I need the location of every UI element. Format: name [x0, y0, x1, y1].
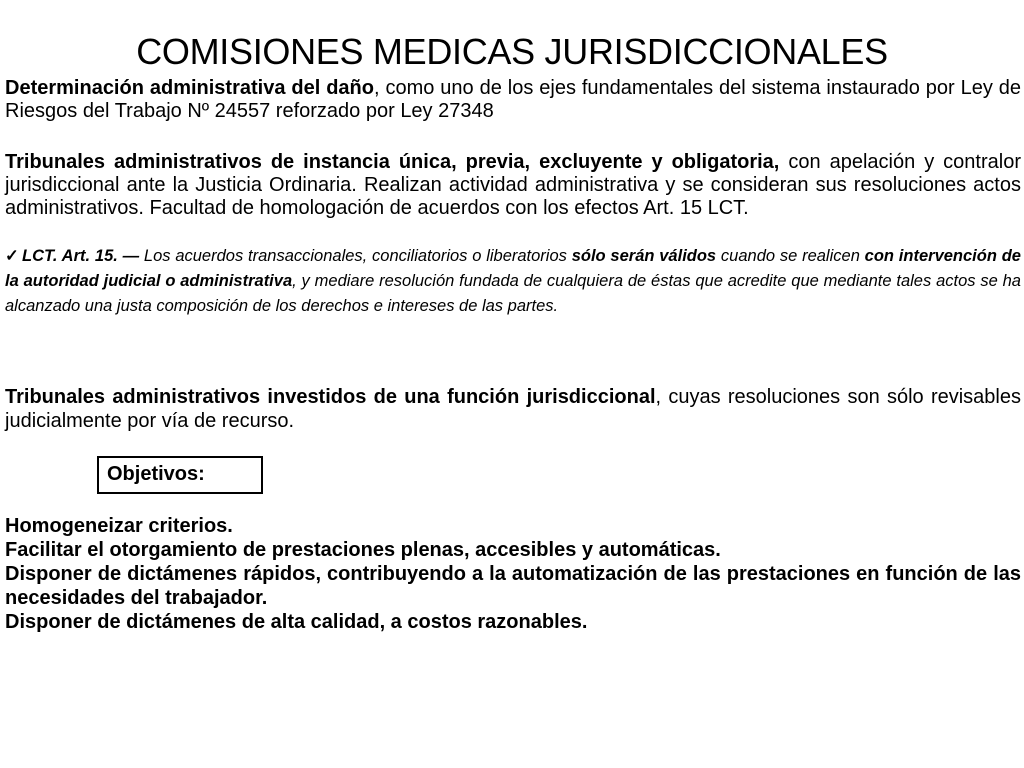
objective-item-facilitar: Facilitar el otorgamiento de prestaciones plenas, accesibles y automáticas.: [5, 539, 721, 561]
paragraph-tribunales-instancia: [5, 151, 1021, 220]
objective-item-homogeneizar: Homogeneizar criterios.: [5, 515, 233, 537]
paragraph-determinacion-bold: Determinación administrativa del daño: [5, 77, 374, 99]
quote-lct-art15: [5, 244, 1021, 319]
paragraph-tribunales-instancia-text: con apelación y contralor jurisdiccional ante la Justicia Ordinaria. Realizan actividad administrativa y se consideran sus resoluciones actos administrativos. Facultad de homologación de acuerdos con los efectos Art. 15 LCT.: [5, 151, 1021, 219]
check-mark-icon: ✓: [5, 247, 20, 265]
paragraph-tribunales-funcion-bold: Tribunales administrativos investidos de una función jurisdiccional: [5, 386, 656, 408]
quote-bold-1: sólo serán válidos: [571, 247, 717, 265]
paragraph-determinacion-text: , como uno de los ejes fundamentales del sistema instaurado por Ley de Riesgos del Trabajo Nº 24557 reforzado por Ley 27348: [5, 77, 1022, 122]
objective-item-dictamenes-calidad: Disponer de dictámenes de alta calidad, a costos razonables.: [5, 611, 588, 633]
quote-text-3: , y mediare resolución fundada de cualquiera de éstas que acredite que mediante tales actos se ha alcanzado una justa composición de los derechos e intereses de las partes.: [5, 272, 1021, 315]
quote-bold-2: con intervención de la autoridad judicial o administrativa: [5, 247, 1021, 290]
paragraph-tribunales-funcion-text: , cuyas resoluciones son sólo revisables judicialmente por vía de recurso.: [5, 386, 1021, 432]
paragraph-determinacion: [5, 77, 1021, 123]
slide-title: COMISIONES MEDICAS JURISDICCIONALES: [136, 31, 888, 72]
objective-item-dictamenes-rapidos: Disponer de dictámenes rápidos, contribuyendo a la automatización de las prestaciones en función de las necesidades del trabajador.: [5, 563, 1021, 609]
objectives-heading: Objetivos:: [107, 463, 205, 485]
paragraph-tribunales-funcion: [5, 385, 1021, 433]
objectives-heading-box: [97, 456, 263, 494]
quote-ref: LCT. Art. 15. —: [22, 247, 140, 265]
quote-text-1: Los acuerdos transaccionales, conciliatorios o liberatorios: [139, 247, 572, 265]
quote-text-2: cuando se realicen: [716, 247, 865, 265]
paragraph-tribunales-instancia-bold: Tribunales administrativos de instancia única, previa, excluyente y obligatoria,: [5, 151, 780, 173]
objectives-list: [5, 514, 1021, 634]
